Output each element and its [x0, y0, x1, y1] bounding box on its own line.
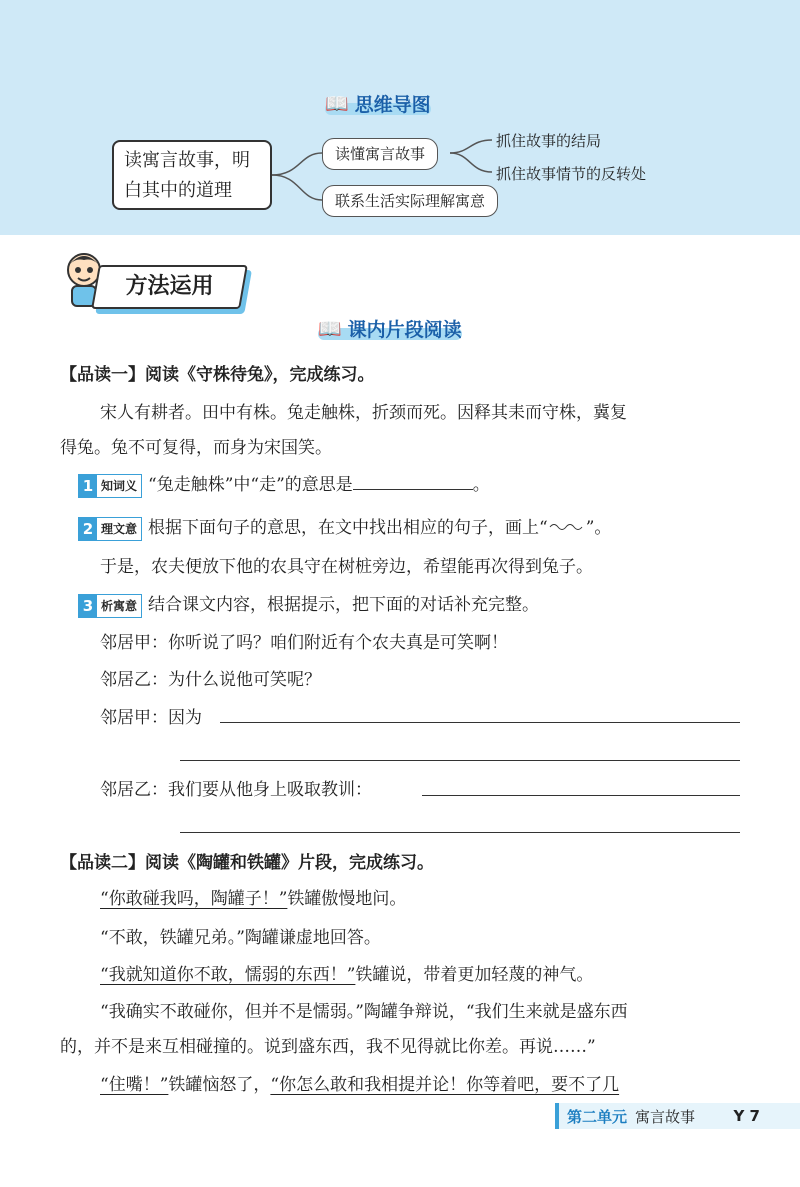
answer-blank[interactable]	[353, 489, 473, 490]
section-subtitle: 📖 课内片段阅读	[318, 318, 462, 341]
question-badge: 1 知词义	[78, 474, 142, 498]
passage-line: “你敢碰我吗，陶罐子！”铁罐傲慢地问。	[100, 889, 407, 909]
answer-line[interactable]	[220, 722, 740, 723]
mindmap-leaf: 抓住故事的结局	[496, 132, 602, 150]
page-number: Y 7	[733, 1107, 760, 1125]
mindmap-node: 联系生活实际理解寓意	[322, 185, 498, 217]
book-icon: 📖	[318, 318, 342, 340]
mindmap-root: 读寓言故事，明 白其中的道理	[112, 140, 272, 210]
question-badge: 3 析寓意	[78, 594, 142, 618]
part2-heading: 【品读二】阅读《陶罐和铁罐》片段，完成练习。	[60, 853, 434, 873]
passage-line: 的，并不是来互相碰撞的。说到盛东西，我不见得就比你差。再说……”	[60, 1037, 596, 1057]
passage-line: 得兔。兔不可复得，而身为宋国笑。	[60, 438, 332, 458]
dialog-line: 邻居乙：为什么说他可笑呢？	[100, 670, 321, 690]
question-1: 1 知词义 “兔走触株”中“走”的意思是 。	[78, 470, 490, 498]
mindmap-leaf: 抓住故事情节的反转处	[496, 165, 647, 183]
target-sentence: 于是，农夫便放下他的农具守在树桩旁边，希望能再次得到兔子。	[100, 557, 593, 577]
dialog-line: 邻居甲：你听说了吗？咱们附近有个农夫真是可笑啊！	[100, 633, 508, 653]
wavy-line-icon	[548, 521, 586, 533]
question-3: 3 析寓意 结合课文内容，根据提示，把下面的对话补充完整。	[78, 590, 539, 618]
answer-line[interactable]	[422, 795, 740, 796]
passage-line: “我确实不敢碰你，但并不是懦弱。”陶罐争辩说，“我们生来就是盛东西	[100, 1002, 628, 1022]
question-badge: 2 理文意	[78, 517, 142, 541]
dialog-line: 邻居甲：因为	[100, 708, 202, 728]
answer-line[interactable]	[180, 760, 740, 761]
answer-line[interactable]	[180, 832, 740, 833]
passage-line: “不敢，铁罐兄弟。”陶罐谦虚地回答。	[100, 928, 381, 948]
book-icon: 📖	[325, 93, 349, 115]
part1-heading: 【品读一】阅读《守株待兔》，完成练习。	[60, 365, 375, 385]
section-title: 方法运用	[91, 265, 248, 309]
passage-line: “住嘴！”铁罐恼怒了，“你怎么敢和我相提并论！你等着吧，要不了几	[100, 1075, 620, 1095]
mindmap-node: 读懂寓言故事	[322, 138, 438, 170]
dialog-line: 邻居乙：我们要从他身上吸取教训：	[100, 780, 372, 800]
passage-line: “我就知道你不敢，懦弱的东西！”铁罐说，带着更加轻蔑的神气。	[100, 965, 594, 985]
page-footer: 第二单元 寓言故事 Y 7	[555, 1103, 800, 1129]
mindmap-title: 📖 思维导图	[325, 93, 431, 116]
question-2: 2 理文意 根据下面句子的意思，在文中找出相应的句子，画上“ ”。	[78, 513, 611, 541]
passage-line: 宋人有耕者。田中有株。兔走触株，折颈而死。因释其耒而守株，冀复	[100, 403, 627, 423]
